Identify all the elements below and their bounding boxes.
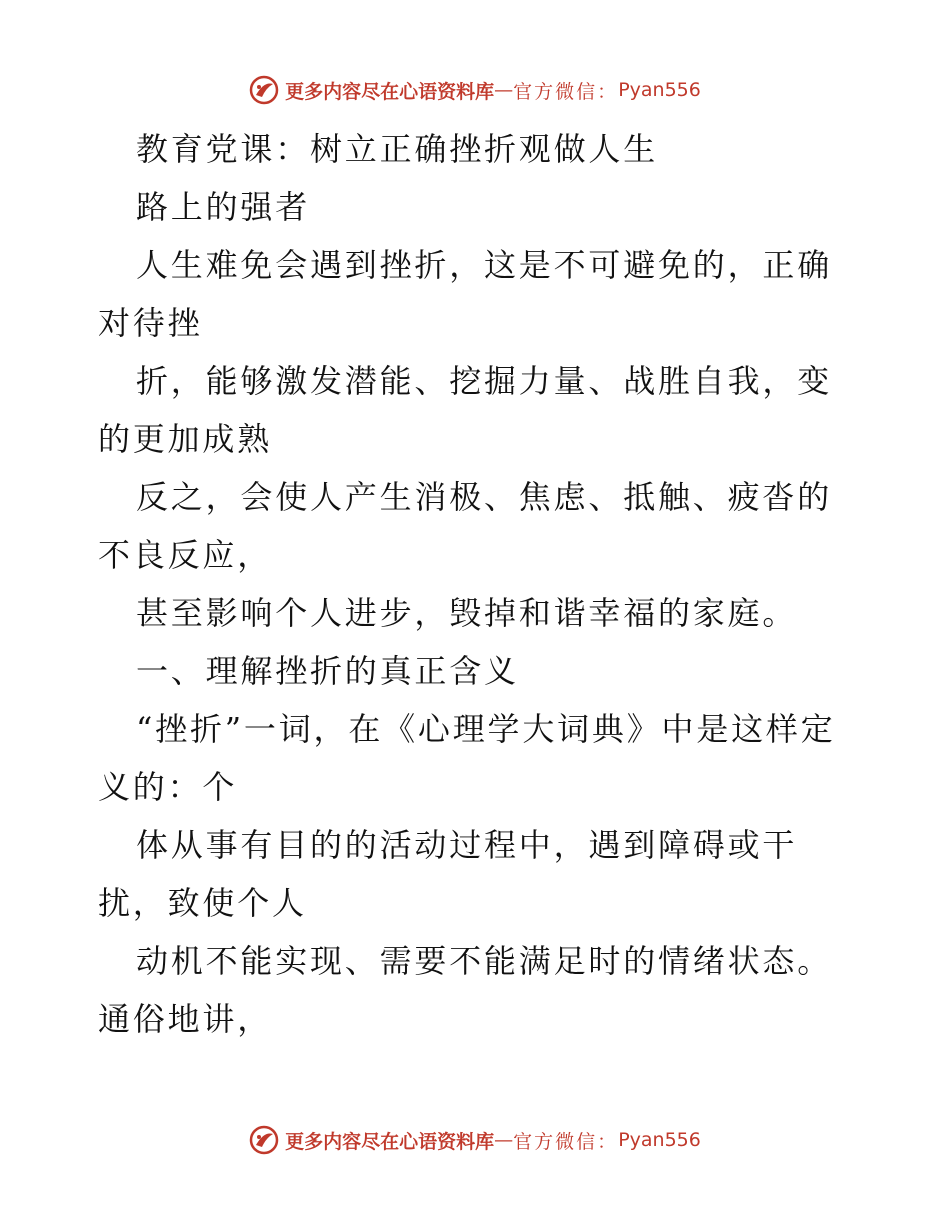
watermark-main-text: 更多内容尽在心语资料库 (285, 80, 495, 103)
header-watermark (0, 70, 950, 110)
watermark-dash: — (494, 79, 514, 101)
watermark-id: Pyan556 (618, 1129, 701, 1151)
watermark-id: Pyan556 (618, 79, 701, 101)
paragraph: 体从事有目的的活动过程中，遇到障碍或干扰，致使个人 (98, 826, 798, 922)
logo-icon (249, 1125, 279, 1155)
paragraph: 人生难免会遇到挫折，这是不可避免的，正确对待挫 (98, 246, 833, 342)
watermark-sub-text: 官方微信： (513, 80, 619, 103)
paragraph: 反之，会使人产生消极、焦虑、抵触、疲沓的不良反应， (98, 478, 833, 574)
paragraph: 一、理解挫折的真正含义 (136, 652, 519, 690)
footer-watermark (0, 1120, 950, 1160)
logo-icon (249, 75, 279, 105)
watermark-dash: — (494, 1129, 514, 1151)
document-body (98, 120, 858, 1048)
paragraph: 折，能够激发潜能、挖掘力量、战胜自我，变的更加成熟 (98, 362, 833, 458)
paragraph: “挫折”一词，在《心理学大词典》中是这样定义的：个 (98, 710, 836, 806)
watermark-sub-text: 官方微信： (513, 1130, 619, 1153)
paragraph: 教育党课：树立正确挫折观做人生 (136, 130, 659, 168)
paragraph: 甚至影响个人进步，毁掉和谐幸福的家庭。 (136, 594, 798, 632)
watermark-main-text: 更多内容尽在心语资料库 (285, 1130, 495, 1153)
paragraph: 动机不能实现、需要不能满足时的情绪状态。通俗地讲， (98, 942, 833, 1038)
paragraph: 路上的强者 (136, 188, 311, 226)
